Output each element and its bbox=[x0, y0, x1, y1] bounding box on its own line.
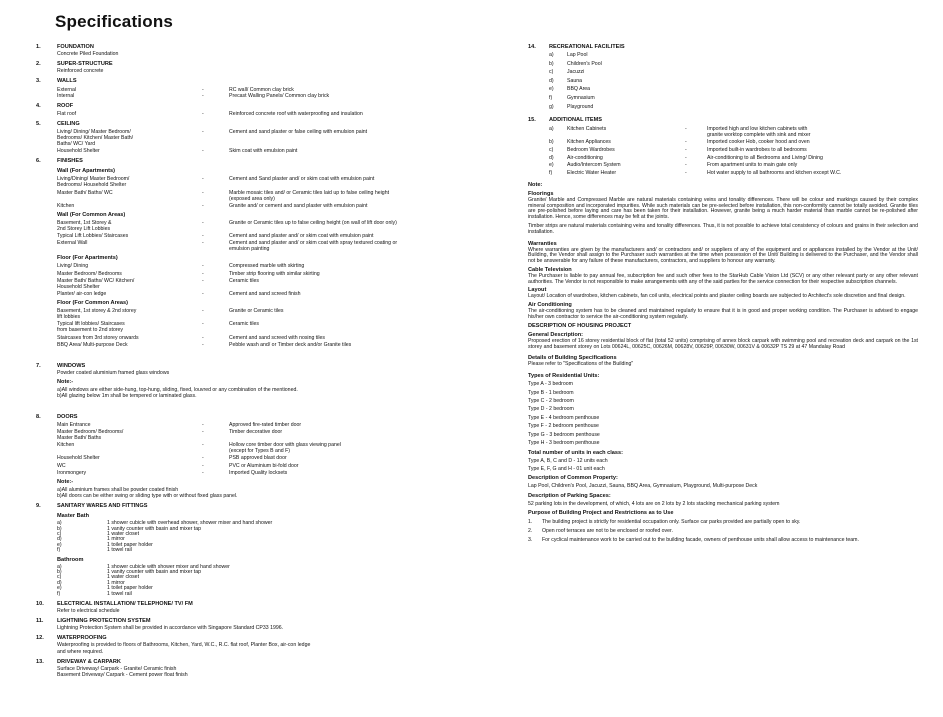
notes-list: Lap Pool, Children's Pool, Jacuzzi, Sauna, BBQ Area, Gymnasium, Playground, Multi-purpose Deck bbox=[528, 483, 758, 490]
item-letter: g) bbox=[549, 103, 554, 110]
item-label: Jacuzzi bbox=[567, 69, 585, 76]
notes-paragraph: Granite/ Marble and Compressed Marble are natural materials containing veins and tonality differences. There will be colour and markings caused by their complex mineral composition and incorporated impurities. While such materials can be pre-selected before installation, this non-conformity cannot be totally avoided. Granite tiles are pre-polished before laying and care has been taken for their installation. However, granite being a much harder material than marble cannot be re-polished after installation. Hence, some differences may be felt at the joints. bbox=[528, 196, 918, 221]
spec-description: Ceramic tiles bbox=[229, 321, 259, 328]
item-name: Kitchen Cabinets bbox=[567, 125, 607, 132]
item-description: Imported cooker Hob, cooker hood and oven bbox=[707, 139, 810, 146]
spec-item: Planter/ air-con ledge bbox=[57, 291, 107, 298]
subheading: Note:- bbox=[57, 478, 74, 485]
section-title: SUPER-STRUCTURE bbox=[57, 61, 113, 68]
additional-item bbox=[549, 162, 918, 168]
section-title: DOORS bbox=[57, 413, 78, 420]
spec-row bbox=[57, 148, 496, 154]
spec-item: External Internal bbox=[57, 86, 77, 99]
purpose-item bbox=[528, 529, 918, 535]
item-description: Air-conditioning to all Bedrooms and Living/ Dining bbox=[707, 154, 823, 161]
body-text: Concrete Piled Foundation bbox=[57, 51, 119, 57]
body-text: Powder coated aluminium framed glass windows bbox=[57, 369, 170, 376]
section-title: ELECTRICAL INSTALLATION/ TELEPHONE/ TV/ FM bbox=[57, 600, 193, 607]
spec-dash: - bbox=[202, 308, 204, 315]
section-heading bbox=[528, 44, 918, 51]
spec-dash: - bbox=[202, 291, 204, 298]
spec-item: WC bbox=[57, 462, 66, 469]
body-text: a)All windows are either side-hung, top-hung, sliding, fixed, louvred or any combination of the mentioned. b)All glazing below 1m shall be tempered or laminated glass. bbox=[57, 387, 298, 400]
item-letter: b) bbox=[549, 60, 554, 67]
spec-description: Timber strip flooring with similar skirting bbox=[229, 270, 320, 277]
notes-heading: Description of Parking Spaces: bbox=[528, 492, 611, 499]
spec-row bbox=[57, 190, 496, 202]
spec-item: Typical lift lobbies/ Staircases from basement to 2nd storey bbox=[57, 321, 125, 334]
spec-row bbox=[57, 455, 496, 461]
spec-item: Ironmongery bbox=[57, 469, 87, 476]
spec-dash: - bbox=[202, 469, 204, 476]
spec-description: Marble mosaic tiles and/ or Ceramic tiles laid up to false ceiling height (exposed area only) bbox=[229, 189, 390, 202]
spec-description: Imported Quality locksets bbox=[229, 469, 288, 476]
item-letter: a) bbox=[549, 52, 554, 58]
notes-heading: Air Conditioning bbox=[528, 302, 572, 309]
notes-heading: Floorings bbox=[528, 190, 554, 197]
spec-description: Approved fire-rated timber door bbox=[229, 421, 302, 428]
spec-row bbox=[57, 429, 496, 441]
section-number: 10. bbox=[36, 600, 44, 607]
spec-row bbox=[57, 129, 496, 147]
spec-description: Timber decorative door bbox=[229, 428, 283, 435]
item-description: Hot water supply to all bathrooms and kitchen except W.C. bbox=[707, 169, 842, 176]
spec-item: Master Bedroom/ Bedrooms bbox=[57, 270, 122, 277]
list-items: 1 shower cubicle with shower mixer and hand shower 1 vanity counter with basin and mixer tap 1 water closet 1 mirror 1 toilet paper holder 1 towel rail bbox=[107, 563, 230, 597]
spec-dash: - bbox=[202, 233, 204, 240]
spec-dash: - bbox=[202, 176, 204, 183]
spec-row bbox=[57, 470, 496, 476]
spec-row bbox=[57, 111, 496, 117]
list-item bbox=[549, 94, 918, 103]
additional-item bbox=[549, 126, 918, 138]
spec-dash: - bbox=[202, 442, 204, 449]
spec-description: Cement and sand screed with nosing tiles bbox=[229, 334, 326, 341]
item-letter: d) bbox=[549, 154, 554, 161]
notes-heading: DESCRIPTION OF HOUSING PROJECT bbox=[528, 322, 632, 329]
spec-item: Living/ Dining/ Master Bedroom/ Bedrooms/ Kitchen/ Master Bath/ Baths/ WC/ Yard bbox=[57, 128, 134, 147]
spec-description: Cement and sand plaster or false ceiling with emulsion paint bbox=[229, 128, 368, 135]
section-title: CEILING bbox=[57, 120, 80, 127]
purpose-number: 2. bbox=[528, 527, 533, 534]
notes-paragraph: The Purchaser is liable to pay annual fee, subscription fee and such other fees to the StarHub Cable Vision Ltd (SCV) or any other relevant party or any other relevant authorities. The Vendor is not responsible to make arrangements with any of the said parties for the service connection for their respective subscription channels. bbox=[528, 272, 918, 285]
spec-description: PVC or Aluminium bi-fold door bbox=[229, 462, 299, 469]
section-title: WATERPROOFING bbox=[57, 635, 107, 642]
spec-dash: - bbox=[202, 334, 204, 341]
spec-dash: - bbox=[202, 189, 204, 196]
spec-description: Reinforced concrete roof with waterproofing and insulation bbox=[229, 110, 363, 117]
section-heading bbox=[36, 414, 496, 421]
section-title: DRIVEWAY & CARPARK bbox=[57, 658, 121, 665]
notes-heading: Layout bbox=[528, 287, 547, 294]
spec-row bbox=[57, 308, 496, 320]
item-dash: - bbox=[685, 162, 687, 169]
section-number: 3. bbox=[36, 78, 41, 85]
item-description: From apartment units to main gate only bbox=[707, 162, 798, 169]
spec-description: Pebble wash and/ or Timber deck and/or Granite tiles bbox=[229, 341, 352, 348]
item-label: Playground bbox=[567, 103, 594, 110]
list-letters: a) b) c) d) e) f) bbox=[57, 563, 62, 597]
spacer bbox=[528, 350, 918, 353]
spec-dash: - bbox=[202, 240, 204, 247]
spec-description: Ceramic tiles bbox=[229, 277, 259, 284]
spec-dash: - bbox=[202, 128, 204, 135]
spec-dash: - - bbox=[202, 86, 204, 99]
notes-heading: Description of Common Property: bbox=[528, 475, 618, 482]
spec-dash: - bbox=[202, 263, 204, 270]
section-title: ADDITIONAL ITEMS bbox=[549, 117, 603, 124]
spec-dash: - bbox=[202, 462, 204, 469]
spec-description: Cement and sand plaster and/ or skim coat with emulsion paint bbox=[229, 233, 374, 240]
section-number: 4. bbox=[36, 102, 41, 109]
section-number: 13. bbox=[36, 658, 44, 665]
purpose-item bbox=[528, 520, 918, 526]
spec-row bbox=[57, 442, 496, 454]
notes-paragraph: Timber strips are natural materials containing veins and tonality differences. Thus, it is not possible to achieve total consistency of colours and grains in their selection and installation. bbox=[528, 222, 918, 235]
subheading: Note:- bbox=[57, 379, 74, 386]
notes-section bbox=[528, 182, 918, 544]
section-heading bbox=[36, 363, 496, 370]
spec-description: RC wall/ Common clay brick Precast Walling Panels/ Common clay brick bbox=[229, 86, 330, 99]
notes-heading: Details of Building Specifications bbox=[528, 355, 617, 362]
item-dash: - bbox=[685, 154, 687, 161]
body-text: Lightning Protection System shall be provided in accordance with Singapore Standard CP33 1996. bbox=[57, 625, 284, 632]
purpose-text: The building project is strictly for residential occupation only. Surface car parks provided are partially open to sky. bbox=[542, 519, 801, 526]
spec-row bbox=[57, 233, 496, 239]
notes-heading: Purpose of Building Project and Restrictions as to Use bbox=[528, 510, 674, 517]
spec-dash: - bbox=[202, 277, 204, 284]
notes-heading: Cable Television bbox=[528, 266, 572, 273]
spec-item: Staircases from 3rd storey onwards bbox=[57, 334, 139, 341]
subheading: Floor (For Common Areas) bbox=[57, 300, 128, 307]
section-title: WALLS bbox=[57, 78, 77, 85]
purpose-text: For cyclical maintenance work to be carried out to the building facade, owners of penthouse units shall allow access to maintenance team. bbox=[542, 536, 859, 543]
section-number: 9. bbox=[36, 503, 41, 510]
section-heading bbox=[36, 78, 496, 85]
section-title: LIGHTNING PROTECTION SYSTEM bbox=[57, 618, 151, 625]
notes-paragraph: Please refer to "Specifications of the Building" bbox=[528, 361, 634, 368]
item-letter: e) bbox=[549, 86, 554, 93]
notes-paragraph: Proposed erection of 16 storey residential block of flat (total 52 units) comprising of annex block carpark with swimming pool and recreation deck and carpark on the 1st storey and basement storey on Lots 00624L, 00625C, 00626M, 00628V, 00629P, 00630W, 00631V & 00632P TS 29 at 47 Mandalay Road bbox=[528, 337, 918, 350]
spec-row bbox=[57, 335, 496, 341]
spec-description: Granite or Ceramic tiles bbox=[229, 308, 284, 315]
item-letter: e) bbox=[549, 162, 554, 169]
spec-dash: - bbox=[202, 321, 204, 328]
spec-description: Granite and/ or cement and sand plaster with emulsion paint bbox=[229, 202, 368, 209]
spec-item: Master Bath/ Baths/ WC bbox=[57, 189, 113, 196]
spec-row bbox=[57, 278, 496, 290]
item-dash: - bbox=[685, 125, 687, 132]
notes-heading: Types of Residential Units: bbox=[528, 373, 600, 380]
section-number: 6. bbox=[36, 158, 41, 165]
additional-item bbox=[549, 170, 918, 176]
item-name: Air-conditioning bbox=[567, 154, 603, 161]
spec-item: Basement, 1st storey & 2nd storey lift lobbies bbox=[57, 308, 137, 321]
spec-description: Cement and Sand plaster and/ or skim coat with emulsion paint bbox=[229, 176, 375, 183]
subheading: Wall (For Common Areas) bbox=[57, 211, 126, 218]
section-title: WINDOWS bbox=[57, 362, 86, 369]
spec-item: Typical Lift Lobbies/ Staircases bbox=[57, 233, 129, 240]
section-number: 8. bbox=[36, 413, 41, 420]
fittings-list bbox=[57, 565, 496, 597]
right-column bbox=[528, 40, 918, 547]
notes-paragraph: The air-conditioning system has to be cleaned and maintained regularly to ensure that it is in good and proper working condition. The Purchaser is advised to engage his/her own contractor to service the air-conditioning system regularly. bbox=[528, 308, 918, 321]
notes-paragraph: Layout/ Location of wardrobes, kitchen cabinets, fan coil units, electrical points and plaster ceiling boards are subjected to Architect's sole discretion and final design. bbox=[528, 293, 906, 300]
section-heading bbox=[36, 659, 496, 666]
spec-item: Master Bath/ Baths/ WC/ Kitchen/ Household Shelter bbox=[57, 277, 135, 290]
additional-item bbox=[549, 155, 918, 161]
page-title: Specifications bbox=[55, 12, 174, 31]
item-name: Electric Water Heater bbox=[567, 169, 617, 176]
item-dash: - bbox=[685, 139, 687, 146]
list-letters: a) b) c) d) e) f) bbox=[57, 520, 62, 554]
spec-dash: - bbox=[202, 428, 204, 435]
spec-row bbox=[57, 87, 496, 99]
spec-item: Flat roof bbox=[57, 110, 77, 117]
section-number: 2. bbox=[36, 61, 41, 68]
item-dash: - bbox=[685, 169, 687, 176]
spec-row bbox=[57, 240, 496, 252]
spec-row bbox=[57, 321, 496, 333]
section-heading bbox=[36, 503, 496, 510]
section-heading bbox=[36, 44, 496, 51]
body-text: Reinforced concrete bbox=[57, 68, 104, 75]
section-title: ROOF bbox=[57, 102, 74, 109]
section-heading bbox=[36, 158, 496, 165]
spec-item: External Wall bbox=[57, 240, 88, 247]
section-title: FINISHES bbox=[57, 158, 83, 165]
item-name: Bedroom Wardrobes bbox=[567, 146, 615, 153]
section-heading bbox=[36, 103, 496, 110]
item-letter: c) bbox=[549, 146, 554, 153]
section-heading bbox=[36, 61, 496, 68]
spec-item: Kitchen bbox=[57, 202, 75, 209]
spacer bbox=[36, 400, 496, 410]
purpose-item bbox=[528, 538, 918, 544]
spec-row bbox=[57, 271, 496, 277]
section-number: 14. bbox=[528, 44, 536, 50]
spec-item: Basement, 1st Storey & 2nd Storey Lift Lobbies bbox=[57, 219, 112, 232]
notes-paragraph: Where warranties are given by the manufacturers and/ or contractors and/ or suppliers of any of the equipment and or appliances installed by the Vendor at the Unit/ Building, the Vendor shall assign to the Purchaser such warranties at the time when possession of the Unit/ Building is delivered to the Purchaser, and the Vendor shall not be answerable for any failure of these manufacturers, contractors, and suppliers to honour any warranty. bbox=[528, 246, 918, 265]
spec-row bbox=[57, 263, 496, 269]
notes-heading: Warranties bbox=[528, 240, 557, 247]
item-letter: f) bbox=[549, 94, 553, 101]
section-number: 11. bbox=[36, 618, 44, 625]
list-item bbox=[549, 103, 918, 112]
subheading: Floor (For Apartments) bbox=[57, 255, 118, 262]
spec-row bbox=[57, 342, 496, 348]
spec-dash: - bbox=[202, 455, 204, 462]
item-description: Imported built-in wardrobes to all bedrooms bbox=[707, 146, 807, 153]
purpose-number: 3. bbox=[528, 536, 533, 543]
spec-description: Skim coat with emulsion paint bbox=[229, 148, 298, 155]
subheading: Wall (For Apartments) bbox=[57, 168, 116, 175]
section-number: 15. bbox=[528, 117, 536, 124]
spec-row bbox=[57, 291, 496, 297]
spec-dash: - bbox=[202, 202, 204, 209]
subheading: Bathroom bbox=[57, 556, 84, 563]
spec-dash: - bbox=[202, 148, 204, 155]
section-heading bbox=[36, 618, 496, 625]
spec-description: Granite or Ceramic tiles up to false ceiling height (on wall of lift door only) bbox=[229, 219, 397, 226]
spec-item: Household Shelter bbox=[57, 455, 100, 462]
spec-description: Hollow core timber door with glass viewing panel (except for Types B and F) bbox=[229, 442, 341, 455]
purpose-text: Open roof terraces are not to be enclosed or roofed over. bbox=[542, 527, 673, 534]
spec-item: Main Entrance bbox=[57, 421, 91, 428]
item-label: Lap Pool bbox=[567, 52, 588, 58]
subheading: Master Bath bbox=[57, 513, 90, 520]
item-label: Children's Pool bbox=[567, 60, 602, 67]
item-letter: f) bbox=[549, 169, 553, 176]
body-text: Surface Driveway/ Carpark - Granite/ Ceramic finish Basement Driveway/ Carpark - Cement power float finish bbox=[57, 665, 188, 678]
notes-heading: Note: bbox=[528, 181, 543, 188]
purpose-number: 1. bbox=[528, 519, 533, 526]
item-label: Gymnasium bbox=[567, 94, 595, 101]
list-item bbox=[549, 85, 918, 94]
item-dash: - bbox=[685, 146, 687, 153]
left-column bbox=[36, 40, 496, 678]
spacer bbox=[528, 368, 918, 371]
spec-item: Household Shelter bbox=[57, 148, 100, 155]
spec-row bbox=[57, 422, 496, 428]
spec-description: Cement and sand plaster and/ or skim coat with spray textured coating or emulsion painting bbox=[229, 240, 398, 253]
body-text: Waterproofing is provided to floors of Bathrooms, Kitchen, Yard, W.C., R.C. flat roof, Planter Box, air-con ledge and where required. bbox=[57, 642, 311, 655]
notes-list: Type A - 3 bedroom Type B - 1 bedroom Type C - 2 bedroom Type D - 2 bedroom Type E - 4 bedroom penthouse Type F - 2 bedroom penthouse Type G - 3 bedroom penthouse Type H - 3 bedroom penthouse bbox=[528, 381, 600, 447]
item-description: Imported high and low kitchen cabinets with granite worktop complete with sink and mixer bbox=[707, 125, 811, 138]
spec-dash: - bbox=[202, 219, 204, 226]
notes-heading: General Description: bbox=[528, 331, 584, 338]
body-text: a)All aluminium frames shall be powder coated finish b)All doors can be either swing or sliding type with or without fixed glass panel. bbox=[57, 486, 238, 499]
item-name: Kitchen Appliances bbox=[567, 139, 611, 146]
section-title: RECREATIONAL FACILITEIS bbox=[549, 44, 625, 50]
section-number: 5. bbox=[36, 120, 41, 127]
spec-item: Living/ Dining bbox=[57, 263, 89, 270]
spec-description: Compressed marble with skirting bbox=[229, 263, 305, 270]
spec-item: Living/Dining/ Master Bedroom/ Bedrooms/ Household Shelter bbox=[57, 176, 130, 189]
spec-row bbox=[57, 220, 496, 232]
additional-item bbox=[549, 147, 918, 153]
spacer bbox=[528, 236, 918, 239]
notes-list: Type A, B, C and D - 12 units each Type E, F, G and H - 01 unit each bbox=[528, 457, 608, 472]
section-title: SANITARY WARES AND FITTINGS bbox=[57, 503, 148, 510]
item-label: Sauna bbox=[567, 77, 583, 84]
spec-dash: - bbox=[202, 421, 204, 428]
spec-row bbox=[57, 203, 496, 209]
spec-dash: - bbox=[202, 270, 204, 277]
recreation-list bbox=[528, 51, 918, 111]
notes-list: 52 parking lots in the development, of which, 4 lots are on 2 lots by 2 lots stacking mechanical parking system bbox=[528, 500, 780, 507]
spec-item: BBQ Area/ Multi-purpose Deck bbox=[57, 341, 128, 348]
section-number: 7. bbox=[36, 362, 41, 369]
item-name: Audio/Intercom System bbox=[567, 162, 621, 169]
spec-row bbox=[57, 463, 496, 469]
list-item bbox=[549, 60, 918, 69]
item-letter: d) bbox=[549, 77, 554, 84]
spec-dash: - bbox=[202, 110, 204, 117]
section-heading bbox=[528, 117, 918, 124]
list-item bbox=[549, 68, 918, 77]
section-heading bbox=[36, 121, 496, 128]
spec-row bbox=[57, 176, 496, 188]
additional-items-list bbox=[528, 126, 918, 176]
fittings-list bbox=[57, 521, 496, 553]
section-heading bbox=[36, 601, 496, 608]
item-letter: b) bbox=[549, 139, 554, 146]
spec-dash: - bbox=[202, 341, 204, 348]
spec-description: PSB approved blast door bbox=[229, 455, 287, 462]
item-label: BBQ Area bbox=[567, 86, 591, 93]
body-text: Refer to electrical schedule bbox=[57, 607, 120, 614]
item-letter: a) bbox=[549, 125, 554, 132]
spec-description: Cement and sand screed finish bbox=[229, 291, 301, 298]
additional-item bbox=[549, 139, 918, 145]
section-title: FOUNDATION bbox=[57, 44, 94, 50]
notes-heading: Total number of units in each class: bbox=[528, 449, 624, 456]
spec-item: Master Bedroom/ Bedrooms/ Master Bath/ Baths bbox=[57, 428, 124, 441]
spacer bbox=[36, 349, 496, 359]
section-heading bbox=[36, 635, 496, 642]
section-number: 12. bbox=[36, 635, 44, 642]
spec-item: Kitchen bbox=[57, 442, 75, 449]
item-letter: c) bbox=[549, 69, 554, 76]
list-item bbox=[549, 51, 918, 60]
section-number: 1. bbox=[36, 44, 41, 50]
list-items: 1 shower cubicle with overhead shower, shower mixer and hand shower 1 vanity counter with basin and mixer tap 1 water closet 1 mirror 1 toilet paper holder 1 towel rail bbox=[107, 520, 273, 554]
list-item bbox=[549, 77, 918, 86]
